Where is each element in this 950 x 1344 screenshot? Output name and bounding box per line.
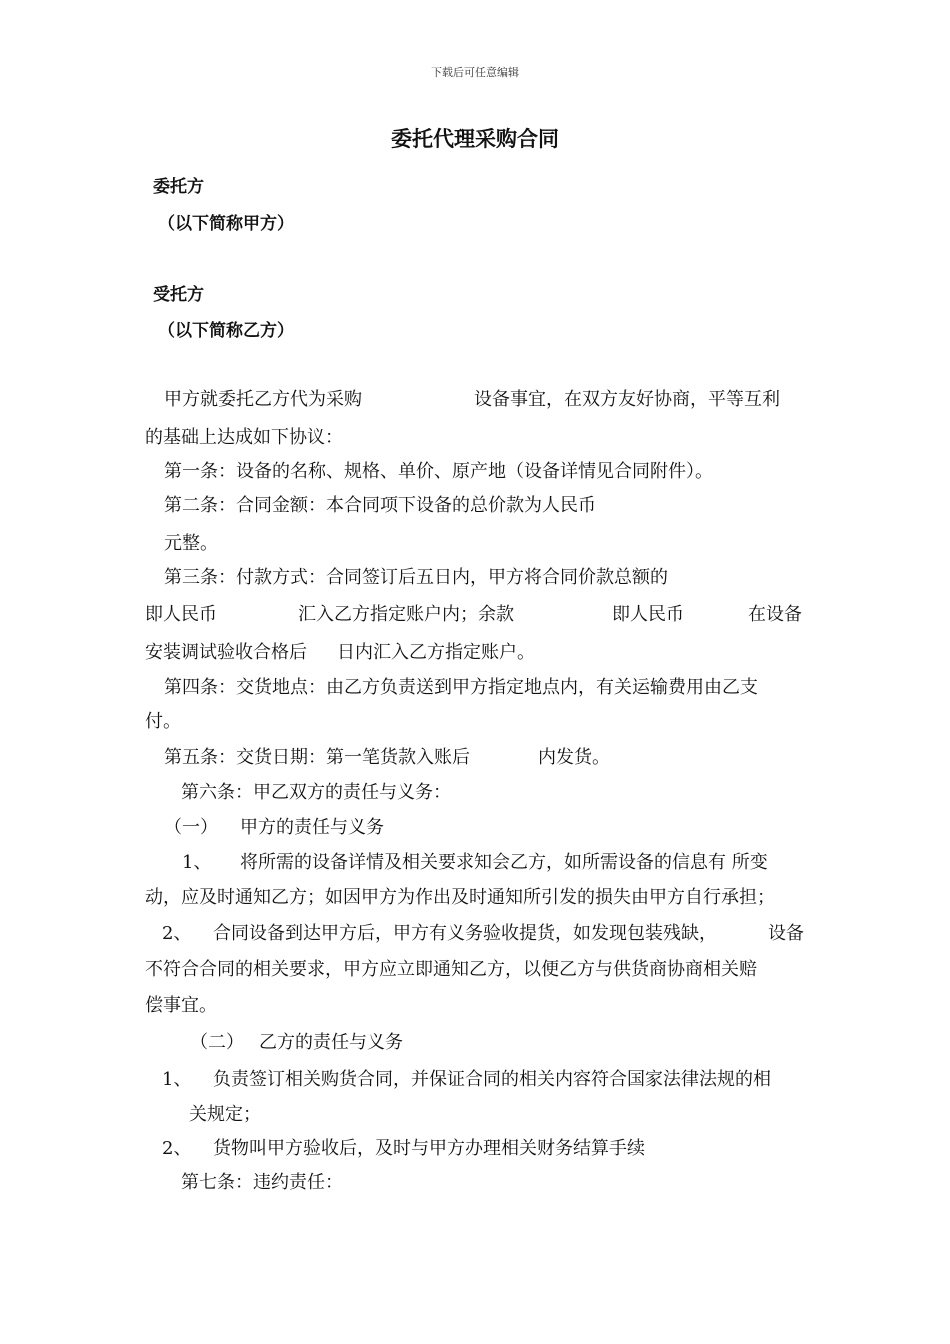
obligation2-number: 2、 [162, 1138, 192, 1159]
obligation1-line2: 关规定； [189, 1104, 261, 1125]
page-title: 委托代理采购合同 [391, 127, 559, 151]
item1-number: 1、 [182, 852, 212, 873]
client-note: （以下简称甲方） [158, 214, 294, 234]
article3-l2-a: 即人民币 [145, 604, 217, 625]
article4-line2: 付。 [145, 711, 181, 732]
intro-part2: 设备事宜，在双方友好协商，平等互利 [474, 389, 780, 410]
intro-line2: 的基础上达成如下协议： [145, 427, 343, 448]
client-label: 委托方 [153, 177, 204, 197]
article3-l3-b: 日内汇入乙方指定账户。 [337, 642, 535, 663]
article3-l2-c: 即人民币 [612, 604, 684, 625]
item2-line3: 偿事宜。 [145, 995, 217, 1016]
agent-note: （以下简称乙方） [158, 321, 294, 341]
item2-line2: 不符合合同的相关要求，甲方应立即通知乙方，以便乙方与供货商协商相关赔 [145, 959, 757, 980]
article7: 第七条：违约责任： [181, 1172, 343, 1193]
sec2-number: （二） [190, 1032, 244, 1053]
sec1-title: 甲方的责任与义务 [240, 817, 384, 838]
item2-line1a: 合同设备到达甲方后，甲方有义务验收提货，如发现包装残缺， [213, 923, 717, 944]
article2-line2: 元整。 [164, 533, 218, 554]
agent-label: 受托方 [153, 285, 204, 305]
item1-line1: 将所需的设备详情及相关要求知会乙方，如所需设备的信息有 所变 [240, 852, 768, 873]
intro-part1: 甲方就委托乙方代为采购 [164, 389, 362, 410]
article1: 第一条：设备的名称、规格、单价、原产地（设备详情见合同附件）。 [164, 461, 713, 482]
header-note: 下载后可任意编辑 [431, 66, 519, 79]
article4-line1: 第四条：交货地点：由乙方负责送到甲方指定地点内，有关运输费用由乙支 [164, 677, 758, 698]
sec2-title: 乙方的责任与义务 [259, 1032, 403, 1053]
article5-part1: 第五条：交货日期：第一笔货款入账后 [164, 747, 470, 768]
article3-line1: 第三条：付款方式：合同签订后五日内，甲方将合同价款总额的 [164, 567, 668, 588]
article3-l2-d: 在设备 [748, 604, 802, 625]
article6-heading: 第六条：甲乙双方的责任与义务： [181, 782, 451, 803]
item1-line2: 动，应及时通知乙方；如因甲方为作出及时通知所引发的损失由甲方自行承担； [145, 887, 775, 908]
sec1-number: （一） [164, 817, 218, 838]
article5-part2: 内发货。 [538, 747, 610, 768]
obligation2-line1: 货物叫甲方验收后，及时与甲方办理相关财务结算手续 [213, 1138, 645, 1159]
article2-line1: 第二条：合同金额：本合同项下设备的总价款为人民币 [164, 495, 596, 516]
article3-l3-a: 安装调试验收合格后 [145, 642, 307, 663]
item2-number: 2、 [162, 923, 192, 944]
obligation1-number: 1、 [162, 1069, 192, 1090]
item2-line1b: 设备 [768, 923, 804, 944]
obligation1-line1: 负责签订相关购货合同，并保证合同的相关内容符合国家法律法规的相 [213, 1069, 771, 1090]
article3-l2-b: 汇入乙方指定账户内；余款 [298, 604, 514, 625]
